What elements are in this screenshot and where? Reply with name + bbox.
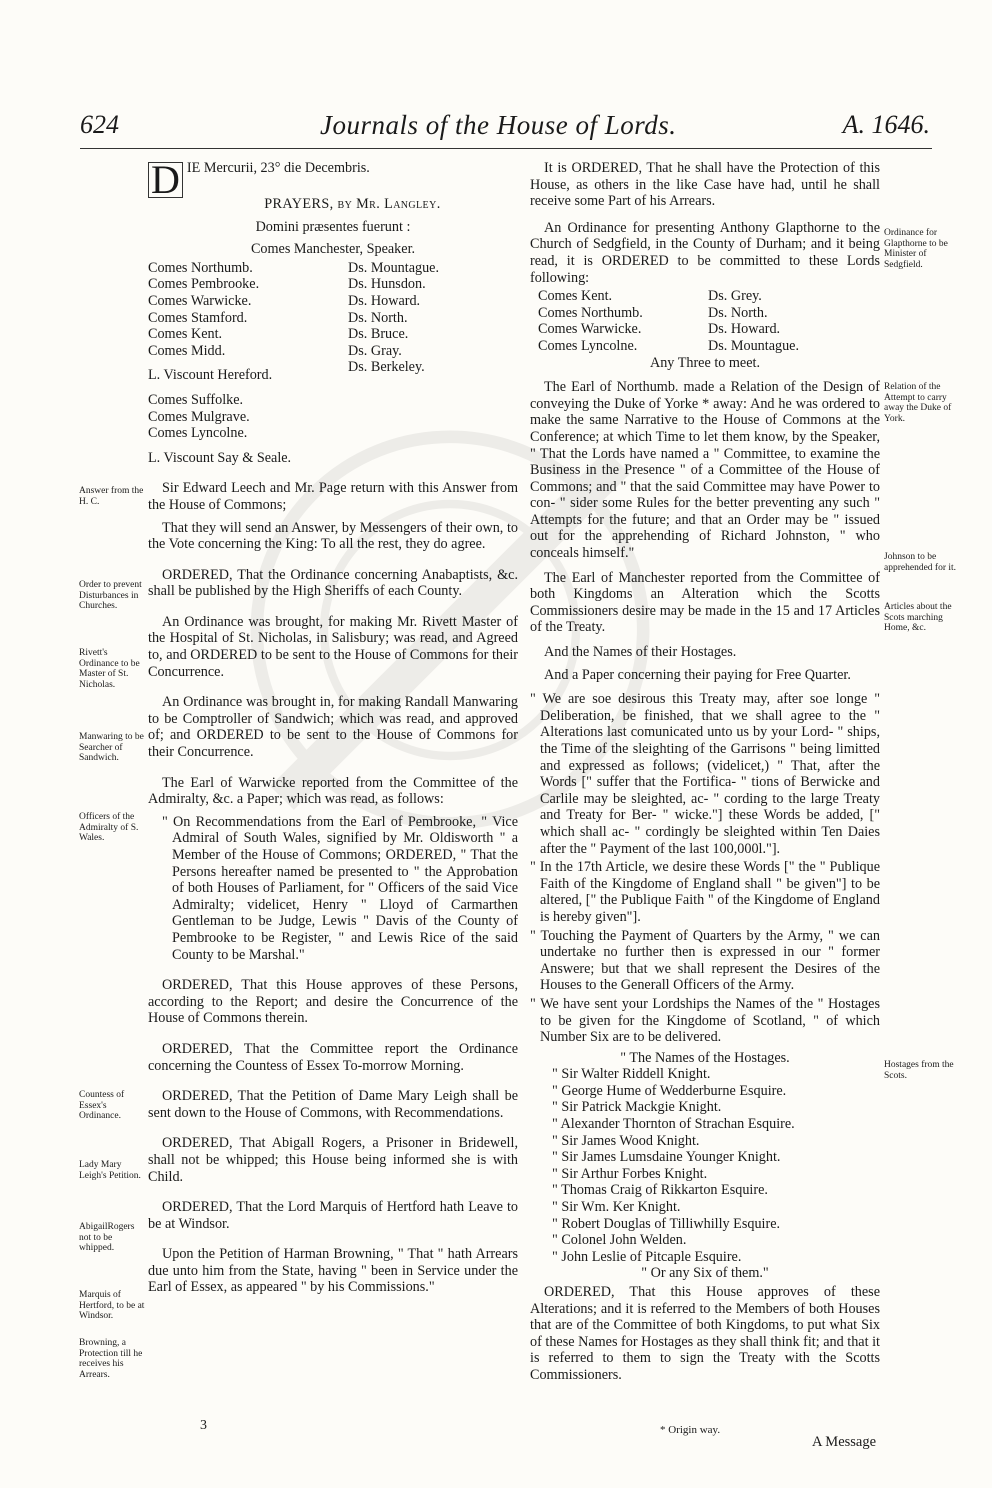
- lord-entry: Comes Kent.: [148, 326, 223, 343]
- entry-paragraph: ORDERED, That the Committee report the Ordinance concerning the Countess of Essex To-morrow Morning.: [148, 1040, 518, 1074]
- entry-paragraph: Sir Edward Leech and Mr. Page return with this Answer from the House of Commons;: [148, 480, 518, 513]
- margin-note: Hostages from the Scots.: [884, 1060, 954, 1081]
- lord-entry: Ds. Hunsdon.: [348, 276, 426, 293]
- present-line: Domini præsentes fuerunt :: [255, 218, 411, 235]
- lord-entry: Ds. Bruce.: [348, 326, 409, 343]
- header-rule: [80, 148, 932, 149]
- entry-paragraph: An Ordinance was brought in, for making Randall Manwaring to be Comptroller of Sandwich; which was read, and approved of; and ORDERED to be sent to the House of Commons for their Concurrence.: [148, 694, 518, 761]
- lord-entry: Comes Pembrooke.: [148, 276, 260, 293]
- entry-paragraph: And a Paper concerning their paying for Free Quarter.: [544, 666, 851, 683]
- quoted-paper: " On Recommendations from the Earl of Pembrooke, " Vice Admiral of South Wales, signified by Mr. Oldisworth " a Member of the House of Commons; ORDERED, " That the Persons hereafter named be presented to " the Approbation of both Houses of Parliament, for " Officers of the said Vice Admiralty; videlicet, Henry " Lloyd of Carmarthen Gentleman to be Judge, Lewis " Davis of the County of Pembrooke to be Register, " and Lewis Rice of the said County to be Marshal.": [162, 813, 518, 963]
- lord-entry: Ds. Mountague.: [348, 259, 440, 276]
- lord-entry: Comes Northumb.: [538, 304, 643, 321]
- lord-entry: Comes Midd.: [148, 342, 226, 359]
- margin-note: Rivett's Ordinance to be Master of St. Nicholas.: [79, 648, 140, 690]
- entry-paragraph: The Earl of Warwicke reported from the Committee of the Admiralty, &c. a Paper; which was read, as follows:: [148, 774, 518, 808]
- lord-entry: Ds. Howard.: [348, 292, 421, 309]
- hostage-entry: " Sir Arthur Forbes Knight.: [552, 1165, 708, 1182]
- catchword: A Message: [812, 1434, 877, 1450]
- hostage-entry: " Alexander Thornton of Strachan Esquire.: [552, 1116, 795, 1133]
- margin-note: Countess of Essex's Ordinance.: [79, 1090, 125, 1121]
- hostages-heading: " The Names of the Hostages.: [620, 1049, 790, 1066]
- hostages-list: [530, 1066, 880, 1265]
- lord-entry: Comes Warwicke.: [538, 321, 642, 338]
- page-number: 624: [80, 110, 119, 139]
- entry-paragraph: That they will send an Answer, by Messengers of their own, to the Vote concerning the King: To all the rest, they do agree.: [148, 519, 518, 553]
- entry-paragraph: The Earl of Northumb. made a Relation of the Design of conveying the Duke of Yorke * away: And he was ordered to make the same Narrative to the House of Commons at the Conference; at which Time to let them know, by the Speaker, " That the Lords have named a " Committee, to examine the Business in the Presence " of a Committee of the House of Commons; and " that the said Committee may have Power to con- " sider some Rules for the better preventing any such " Attempts for the future; and that an Order may be " issued out for the apprehending of Richard Johnston, " who conceals himself.": [530, 379, 880, 562]
- lord-entry: L. Viscount Hereford.: [148, 367, 273, 384]
- hostage-entry: " Sir James Wood Knight.: [552, 1132, 700, 1149]
- lord-entry: Ds. Gray.: [348, 342, 402, 359]
- signature-mark: 3: [200, 1418, 207, 1433]
- entry-paragraph: ORDERED, That Abigall Rogers, a Prisoner in Bridewell, shall not be whipped; this House being informed she is with Child.: [148, 1135, 518, 1185]
- margin-note: Johnson to be apprehended for it.: [884, 552, 957, 573]
- quoted-letter: " Touching the Payment of Quarters by the Army, " we can undertake no further then is expressed in our " former Answere; but that we shall represent the Desires of the Houses to the Generall Officers of the Army.: [530, 927, 880, 994]
- entry-paragraph: It is ORDERED, That he shall have the Protection of this House, as others in the like Case have had, until he shall receive some Part of his Arrears.: [530, 160, 880, 210]
- lord-entry: Comes Northumb.: [148, 259, 253, 276]
- committee-right: [708, 288, 809, 354]
- margin-note: AbigailRogers not to be whipped.: [79, 1222, 135, 1253]
- right-column: [530, 160, 880, 1390]
- margin-note: Manwaring to be Searcher of Sandwich.: [79, 732, 144, 763]
- lord-entry: Ds. Berkeley.: [348, 359, 425, 376]
- entry-paragraph: ORDERED, That the Lord Marquis of Hertford hath Leave to be at Windsor.: [148, 1199, 518, 1232]
- margin-note: Articles about the Scots marching Home, &c.: [884, 602, 952, 633]
- entry-paragraph: Upon the Petition of Harman Browning, " That " hath Arrears due unto him from the State, having " been in Service under the Earl of Essex, as appeared " by his Commissions.": [148, 1246, 518, 1296]
- entry-paragraph: An Ordinance was brought, for making Mr. Rivett Master of the Hospital of St. Nicholas, in Salisbury; was read, and Agreed to, and ORDERED to be sent to the House of Commons for their Concurrence.: [148, 613, 518, 680]
- lord-entry: Ds. Grey.: [708, 288, 762, 305]
- date-text: IE Mercurii, 23° die Decembris.: [186, 160, 370, 176]
- date-line: [148, 157, 518, 202]
- hostage-entry: " Sir Walter Riddell Knight.: [552, 1066, 711, 1083]
- committee-table: [538, 288, 809, 354]
- hostage-entry: " Sir James Lumsdaine Younger Knight.: [552, 1149, 781, 1166]
- entry-paragraph: ORDERED, That the Petition of Dame Mary Leigh shall be sent down to the House of Commons, with Recommendations.: [148, 1088, 518, 1121]
- margin-note: Officers of the Admiralty of S. Wales.: [79, 812, 139, 843]
- footnote: * Origin way.: [660, 1424, 721, 1436]
- lord-entry: Comes Kent.: [538, 288, 613, 305]
- lords-present-table: [148, 260, 449, 467]
- hostage-entry: " Robert Douglas of Tilliwhilly Esquire.: [552, 1215, 781, 1232]
- any-six-line: " Or any Six of them.": [641, 1265, 769, 1282]
- margin-note: Ordinance for Glapthorne to be Minister of Sedgfield.: [884, 228, 948, 270]
- prayers-line: PRAYERS, by Mr. Langley.: [264, 196, 441, 212]
- margin-note: Answer from the H. C.: [79, 486, 144, 507]
- year: A. 1646.: [842, 110, 930, 139]
- lord-entry: L. Viscount Say & Seale.: [148, 449, 292, 466]
- margin-note: Lady Mary Leigh's Petition.: [79, 1160, 141, 1181]
- speaker-line: Comes Manchester, Speaker.: [250, 241, 416, 258]
- entry-paragraph: ORDERED, That this House approves of these Alterations; and it is referred to the Members of both Houses that are of the Committee of both Kingdoms, to put what Six of these Names for Hostages as they shall think fit; and that it is referred to them to sign the Treaty with the Scotts Commissioners.: [530, 1284, 880, 1383]
- quorum-line: Any Three to meet.: [649, 354, 761, 371]
- lord-entry: Ds. North.: [708, 304, 768, 321]
- lord-entry: Comes Mulgrave.: [148, 408, 250, 425]
- lord-entry: Comes Warwicke.: [148, 292, 252, 309]
- margin-note: Order to prevent Disturbances in Churches.: [79, 580, 142, 611]
- lord-entry: Comes Stamford.: [148, 309, 248, 326]
- left-column: [148, 157, 518, 1302]
- hostage-entry: " John Leslie of Pitcaple Esquire.: [552, 1248, 742, 1265]
- quoted-letter: " We are soe desirous this Treaty may, after soe longe " Deliberation, be finished, that we shall agree to the " Alterations last comunicated unto us by your Lord- " ships, the Time of the sleighting of the Garrisons " being limitted and expressed as follows; (videlicet,) " That, after the Words [" suffer that the Fortifica- " tions of Berwicke and Carlile may be sleighted, ac- " cording to the large Treaty and Treaty for Ber- " wicke."] these Words be added, [" which shall ac- " cordingly be sleighted within Ten Daies after the " Payment of the last 100,000l."].: [530, 691, 880, 857]
- margin-note: Browning, a Protection till he receives his Arrears.: [79, 1338, 143, 1380]
- margin-note: Marquis of Hertford, to be at Windsor.: [79, 1290, 145, 1321]
- committee-left: [538, 288, 708, 354]
- drop-cap: D: [148, 162, 183, 198]
- quoted-letter: " We have sent your Lordships the Names of the " Hostages to be given for the Kingdome of Scotland, " of which Number Six are to be delivered.: [530, 995, 880, 1046]
- lord-entry: Ds. Mountague.: [708, 337, 800, 354]
- lord-entry: Ds. North.: [348, 309, 408, 326]
- quoted-letter: " In the 17th Article, we desire these Words [" the " Publique Faith of the Kingdome of England shall " be given"] to be altered, [" the Publique Faith " of the Kingdome of England is hereby given"].: [530, 859, 880, 925]
- entry-paragraph: ORDERED, That this House approves of these Persons, according to the Report; and desire the Concurrence of the House of Commons therein.: [148, 977, 518, 1027]
- hostage-entry: " George Hume of Wedderburne Esquire.: [552, 1082, 787, 1099]
- lord-entry: Comes Lyncolne.: [148, 425, 248, 442]
- page-title: Journals of the House of Lords.: [320, 110, 677, 140]
- hostage-entry: " Sir Patrick Mackgie Knight.: [552, 1099, 722, 1116]
- entry-paragraph: An Ordinance for presenting Anthony Glapthorne to the Church of Sedgfield, in the County of Durham; and it being read, it is ORDERED to be committed to these Lords following:: [530, 219, 880, 286]
- margin-note: Relation of the Attempt to carry away the Duke of York.: [884, 382, 952, 424]
- lord-entry: Comes Lyncolne.: [538, 337, 638, 354]
- hostage-entry: " Colonel John Welden.: [552, 1232, 687, 1249]
- entry-paragraph: ORDERED, That the Ordinance concerning Anabaptists, &c. shall be published by the High Sheriffs of each County.: [148, 566, 518, 600]
- hostage-entry: " Thomas Craig of Rikkarton Esquire.: [552, 1182, 768, 1199]
- lord-entry: Comes Suffolke.: [148, 391, 244, 408]
- lords-list-right: [348, 260, 449, 467]
- lord-entry: Ds. Howard.: [708, 321, 781, 338]
- hostage-entry: " Sir Wm. Ker Knight.: [552, 1199, 681, 1216]
- running-header: [80, 110, 930, 150]
- lords-list-left: [148, 260, 348, 467]
- entry-paragraph: The Earl of Manchester reported from the Committee of both Kingdoms an Alteration which the Scotts Commissioners desire may be made in the 15 and 17 Articles of the Treaty.: [530, 569, 880, 636]
- entry-paragraph: And the Names of their Hostages.: [544, 644, 737, 661]
